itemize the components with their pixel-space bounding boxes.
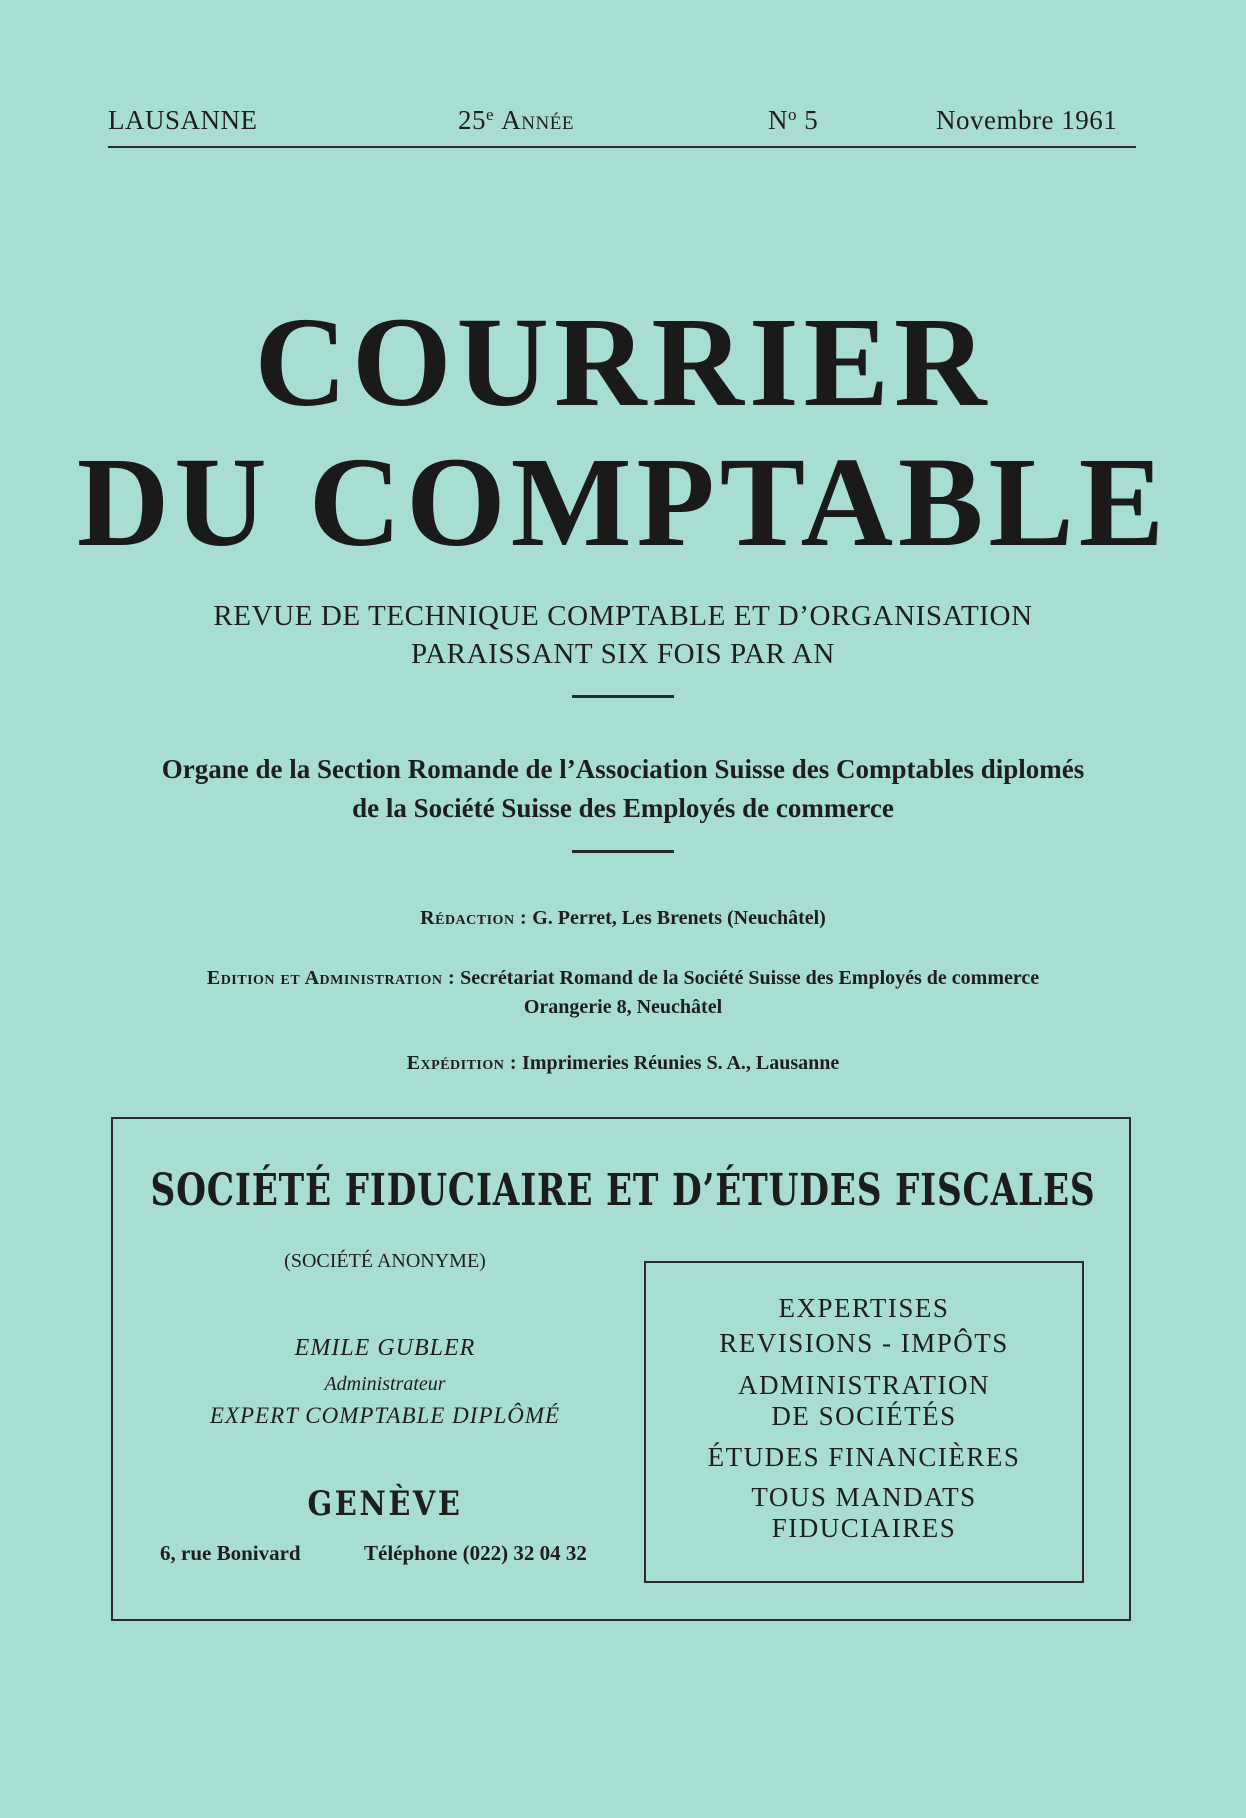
redaction-value: G. Perret, Les Brenets (Neuchâtel) xyxy=(532,907,826,929)
service-item: EXPERTISES xyxy=(778,1293,950,1323)
title-line-1: COURRIER xyxy=(254,291,992,433)
redaction-label: Rédaction : xyxy=(420,907,528,929)
title-line-2: DU COMPTABLE xyxy=(76,431,1170,573)
edition-value: Secrétariat Romand de la Société Suisse des Employés de commerce xyxy=(460,967,1040,989)
subtitle-line-2: PARAISSANT SIX FOIS PAR AN xyxy=(411,638,835,670)
advert-qualification: EXPERT COMPTABLE DIPLÔMÉ xyxy=(209,1403,561,1428)
advert-address: 6, rue Bonivard xyxy=(160,1541,301,1565)
service-item: REVISIONS - IMPÔTS xyxy=(719,1328,1009,1358)
edition-line xyxy=(0,967,1246,990)
service-item: ÉTUDES FINANCIÈRES xyxy=(707,1442,1021,1472)
expedition-label: Expédition : xyxy=(406,1052,518,1074)
issue-prefix: N xyxy=(768,105,788,135)
issue-superscript: o xyxy=(788,105,797,124)
redaction-line xyxy=(0,907,1246,930)
expedition-line xyxy=(0,1052,1246,1075)
advert-company: SOCIÉTÉ FIDUCIAIRE ET D’ÉTUDES FISCALES xyxy=(150,1165,1096,1216)
organe-line-1: Organe de la Section Romande de l’Association Suisse des Comptables diplomés xyxy=(161,754,1085,784)
header-rule xyxy=(108,146,1136,148)
advert-person: EMILE GUBLER xyxy=(294,1335,476,1361)
divider-1 xyxy=(572,695,674,698)
advert-legal-form: (SOCIÉTÉ ANONYME) xyxy=(284,1250,486,1272)
divider-2 xyxy=(572,850,674,853)
year-label: Année xyxy=(501,105,574,135)
advert-city: GENÈVE xyxy=(307,1484,463,1524)
advert-role: Administrateur xyxy=(324,1373,446,1395)
header-date: Novembre 1961 xyxy=(936,105,1118,135)
edition-label: Edition et Administration : xyxy=(206,967,456,989)
organe-line-2: de la Société Suisse des Employés de commerce xyxy=(352,793,894,823)
expedition-value: Imprimeries Réunies S. A., Lausanne xyxy=(522,1052,840,1074)
service-item: ADMINISTRATION xyxy=(738,1370,990,1400)
edition-line-2: Orangerie 8, Neuchâtel xyxy=(523,996,723,1018)
service-item: DE SOCIÉTÉS xyxy=(771,1401,957,1431)
header-city: LAUSANNE xyxy=(108,105,258,135)
year-superscript: e xyxy=(486,105,495,124)
year-number: 25 xyxy=(458,105,486,135)
issue-number: 5 xyxy=(804,105,819,135)
subtitle-line-1: REVUE DE TECHNIQUE COMPTABLE ET D’ORGANISATION xyxy=(213,600,1033,632)
service-item: TOUS MANDATS xyxy=(751,1482,977,1512)
header-year xyxy=(458,105,574,136)
service-item: FIDUCIAIRES xyxy=(771,1513,957,1543)
header-issue xyxy=(768,105,818,136)
advert-phone: Téléphone (022) 32 04 32 xyxy=(364,1541,587,1565)
